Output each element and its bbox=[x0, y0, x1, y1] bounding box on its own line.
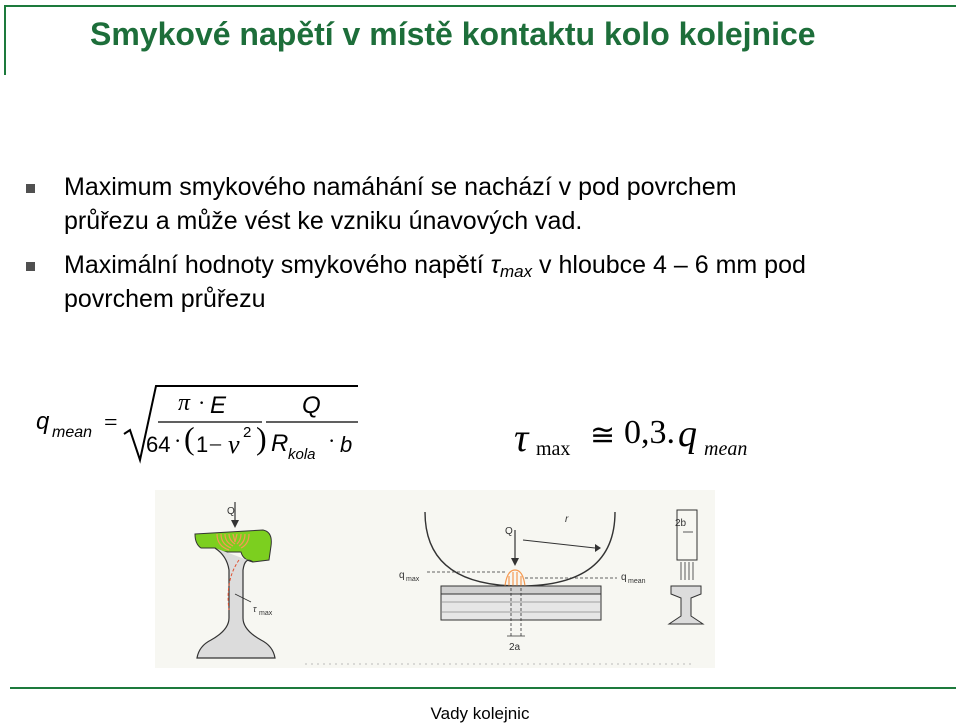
formula-64: 64 bbox=[146, 432, 171, 457]
formula-1: 1 bbox=[196, 432, 209, 457]
top-rule bbox=[4, 5, 956, 7]
formula-R-sub: kola bbox=[288, 446, 316, 463]
formula2-approx: ≅ bbox=[590, 419, 616, 452]
fig-label-Q2: Q bbox=[505, 526, 513, 537]
footer-text: Vady kolejnic bbox=[430, 704, 530, 723]
formula-paren-left: ( bbox=[184, 420, 195, 456]
bullet-2-post: v hloubce 4 – 6 mm pod bbox=[532, 251, 806, 279]
formula-lhs-q: q bbox=[36, 408, 50, 435]
formula2-tau: τ bbox=[514, 415, 529, 460]
formula2-q-sub: mean bbox=[704, 438, 748, 460]
formula-nu: ν bbox=[228, 430, 240, 459]
formula-E: E bbox=[210, 392, 227, 419]
bullet-2-pre: Maximální hodnoty smykového napětí bbox=[64, 251, 491, 279]
formula-nu-exponent: 2 bbox=[243, 424, 252, 441]
formula-b: b bbox=[340, 432, 353, 457]
wheel-rail-contact bbox=[399, 512, 646, 653]
fig-label-2b: 2b bbox=[675, 518, 687, 529]
formula-paren-right: ) bbox=[256, 420, 267, 456]
fig-label-tau-sub: max bbox=[259, 610, 273, 617]
formula-dot-3: · bbox=[328, 428, 336, 453]
fig-label-2a: 2a bbox=[509, 642, 521, 653]
formula-dot-2: · bbox=[174, 428, 182, 453]
left-rule bbox=[4, 5, 6, 75]
fig-label-qmax-sub: max bbox=[406, 576, 420, 583]
formula-Q: Q bbox=[302, 392, 321, 419]
contact-stress-figure bbox=[155, 490, 715, 668]
fig-label-Q1: Q bbox=[227, 506, 235, 517]
fig-label-r: r bbox=[565, 514, 569, 525]
bullet-marker-1 bbox=[26, 184, 35, 193]
slide-title: Smykové napětí v místě kontaktu kolo kolejnice bbox=[90, 16, 816, 52]
formula-equals: = bbox=[104, 410, 118, 436]
fig-label-tau: τ bbox=[253, 604, 257, 614]
fig-label-qmean: q bbox=[621, 572, 627, 583]
formula2-tau-sub: max bbox=[536, 438, 571, 460]
fig-label-qmax: q bbox=[399, 570, 405, 581]
formula2-q: q bbox=[678, 413, 697, 455]
bullet-1-line-2: průřezu a může vést ke vzniku únavových vad. bbox=[64, 207, 583, 235]
bullet-marker-2 bbox=[26, 262, 35, 271]
figure-drawing bbox=[155, 490, 715, 668]
formula-lhs-sub: mean bbox=[52, 424, 93, 441]
bullet-1-line-1: Maximum smykového namáhání se nachází v pod povrchem bbox=[64, 173, 737, 201]
formula-minus: – bbox=[210, 430, 221, 455]
rail-cross-section bbox=[195, 502, 275, 658]
rail-side-view bbox=[669, 510, 703, 624]
formula-pi: π bbox=[178, 390, 191, 416]
formula-R: R bbox=[271, 430, 289, 457]
tau-symbol: τ bbox=[490, 251, 500, 279]
formula-dot-1: · bbox=[198, 390, 206, 415]
footer-rule bbox=[10, 687, 956, 689]
tau-subscript: max bbox=[499, 262, 533, 281]
fig-label-qmean-sub: mean bbox=[628, 578, 646, 585]
bullet-2-line-2: povrchem průřezu bbox=[64, 285, 266, 313]
formula2-value: 0,3. bbox=[624, 414, 675, 451]
